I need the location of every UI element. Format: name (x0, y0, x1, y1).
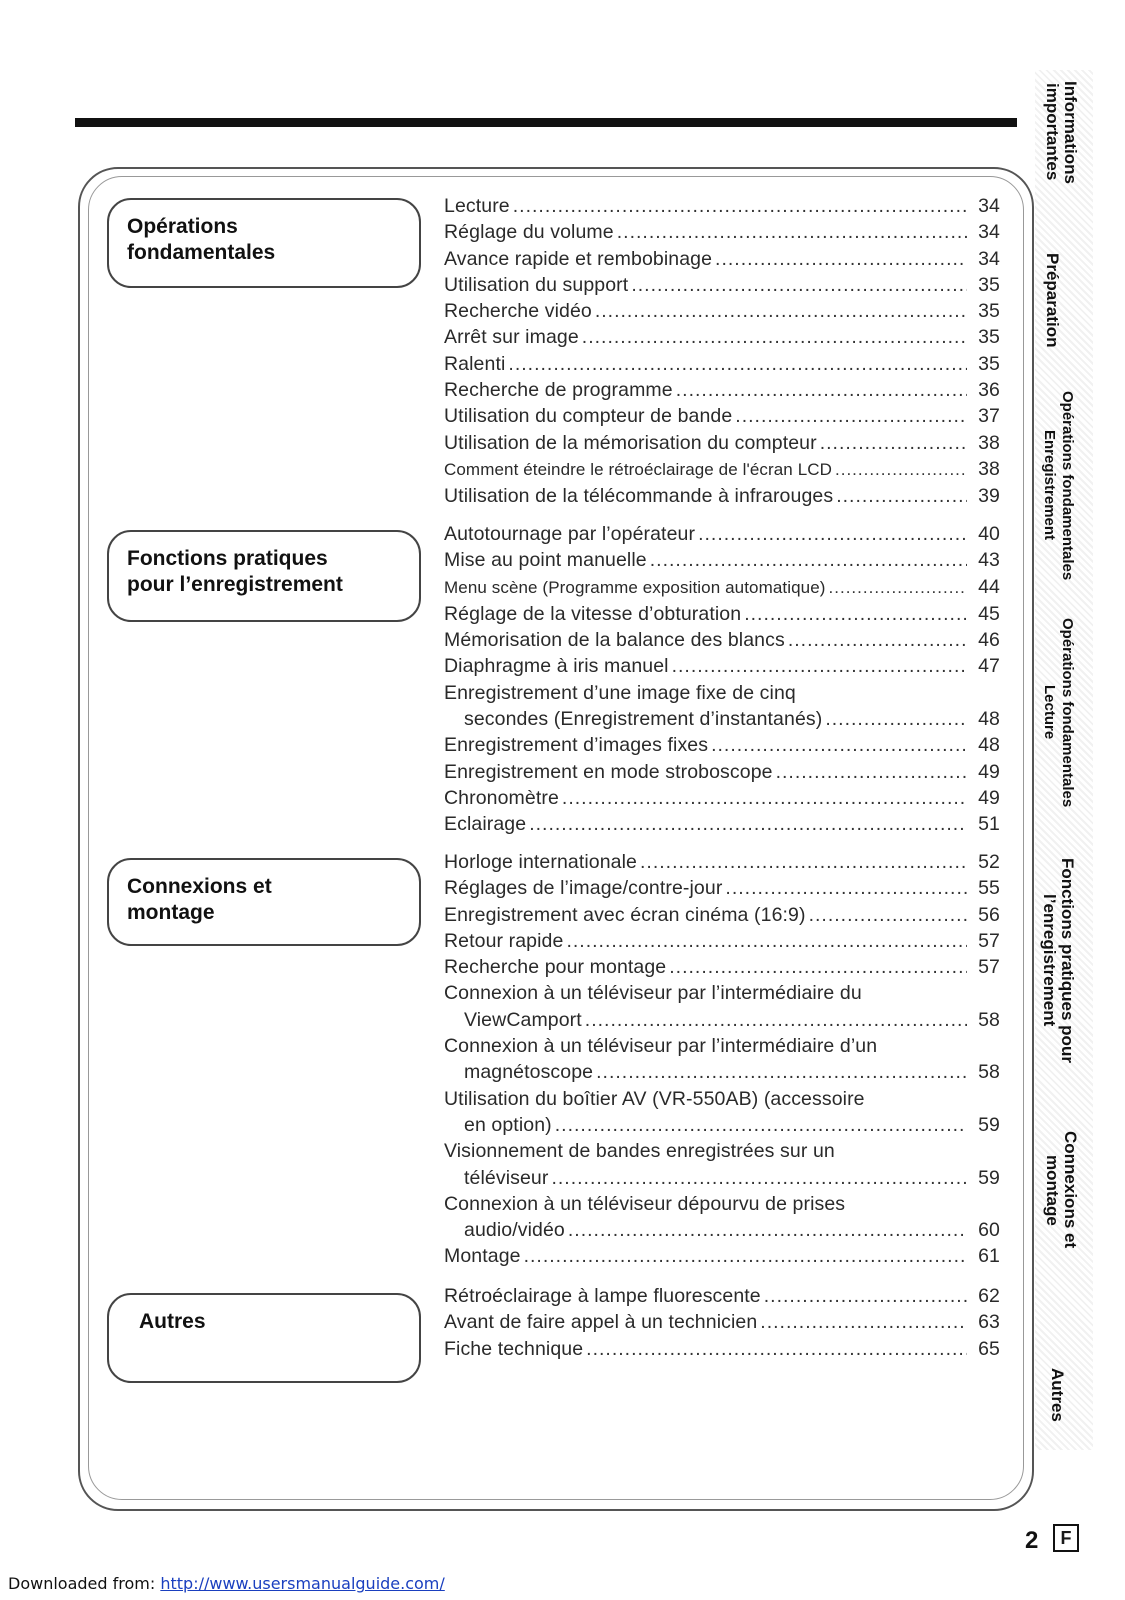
toc-entry: Diaphragme à iris manuel ..... 47 (444, 653, 1000, 679)
toc-entry-line1: Visionnement de bandes enregistrées sur un (444, 1140, 835, 1163)
toc-entry: Mémorisation de la balance des blancs ..... 46 (444, 627, 1000, 653)
side-tab-operations-enregistrement[interactable]: Opérations fondamentales Enregistrement (1041, 390, 1076, 581)
section-title-line2: pour l’enregistrement (127, 573, 343, 596)
toc-entry: Enregistrement avec écran cinéma (16:9) ..... 56 (444, 902, 1000, 928)
section-title-line1: Autres (139, 1310, 206, 1333)
footer (8, 1574, 445, 1593)
toc-entry: audio/vidéo ..... 60 (444, 1217, 1000, 1243)
toc-entry-line1: Connexion à un téléviseur par l’intermédiaire d’un (444, 1035, 878, 1058)
section-fonctions-pratiques (107, 530, 421, 622)
side-tab-fonctions-pratiques[interactable]: Fonctions pratiques pour l’enregistrement (1040, 857, 1077, 1063)
toc-entry: Enregistrement d’images fixes ..... 48 (444, 732, 1000, 758)
toc-entry: Arrêt sur image ..... 35 (444, 324, 1000, 350)
toc-entry: en option) ..... 59 (444, 1112, 1000, 1138)
toc-entry: Utilisation de la mémorisation du compteur ..... 38 (444, 430, 1000, 456)
toc-autres (444, 1283, 1000, 1362)
toc-entry: Recherche vidéo ..... 35 (444, 298, 1000, 324)
side-tab-operations-lecture[interactable]: Opérations fondamentales Lecture (1041, 617, 1076, 808)
toc-entry: Avant de faire appel à un technicien ..... 63 (444, 1309, 1000, 1335)
section-operations-fondamentales (107, 198, 421, 288)
toc-entry: magnétoscope ..... 58 (444, 1059, 1000, 1085)
section-connexions-montage (107, 858, 421, 946)
toc-entry: Rétroéclairage à lampe fluorescente ..... 62 (444, 1283, 1000, 1309)
toc-entry: Réglage du volume ..... 34 (444, 219, 1000, 245)
toc-entry: Recherche pour montage ..... 57 (444, 954, 1000, 980)
toc-entry: Réglage de la vitesse d’obturation ..... 45 (444, 601, 1000, 627)
toc-entry: Fiche technique ..... 65 (444, 1336, 1000, 1362)
section-title-line1: Opérations (127, 215, 238, 238)
toc-entry: Retour rapide ..... 57 (444, 928, 1000, 954)
side-tab-connexions[interactable]: Connexions et montage (1043, 1131, 1080, 1249)
toc-entry: Menu scène (Programme exposition automatique) ..... 44 (444, 574, 1000, 601)
toc-entry: Montage ..... 61 (444, 1243, 1000, 1269)
footer-prefix: Downloaded from: (8, 1574, 156, 1593)
toc-entry: Utilisation du compteur de bande ..... 37 (444, 403, 1000, 429)
toc-entry: Mise au point manuelle ..... 43 (444, 547, 1000, 573)
language-badge: F (1053, 1524, 1079, 1552)
toc-entry: Eclairage ..... 51 (444, 811, 1000, 837)
toc-entry: Autotournage par l’opérateur ..... 40 (444, 521, 1000, 547)
toc-entry: Horloge internationale ..... 52 (444, 849, 1000, 875)
toc-entry: Avance rapide et rembobinage ..... 34 (444, 246, 1000, 272)
toc-entry: Utilisation du support ..... 35 (444, 272, 1000, 298)
toc-entry: Ralenti ..... 35 (444, 351, 1000, 377)
page-number: 2 (1025, 1527, 1039, 1554)
toc-entry-line1: Utilisation du boîtier AV (VR-550AB) (accessoire (444, 1087, 865, 1110)
side-tab-informations[interactable]: Informations importantes (1043, 80, 1080, 184)
toc-entry: Réglages de l’image/contre-jour ..... 55 (444, 875, 1000, 901)
toc-entry-line1: Connexion à un téléviseur par l’intermédiaire du (444, 982, 862, 1005)
toc-operations-fondamentales (444, 193, 1000, 510)
section-autres (107, 1293, 421, 1383)
toc-entry: Utilisation de la télécommande à infrarouges ..... 39 (444, 483, 1000, 509)
toc-entry: Comment éteindre le rétroéclairage de l'écran LCD ..... 38 (444, 456, 1000, 483)
toc-entry: Lecture ..... 34 (444, 193, 1000, 219)
toc-entry: téléviseur ..... 59 (444, 1165, 1000, 1191)
toc-entry: Recherche de programme ..... 36 (444, 377, 1000, 403)
toc-entry-line1: Connexion à un téléviseur dépourvu de prises (444, 1192, 846, 1215)
side-tab-preparation[interactable]: Préparation (1043, 252, 1062, 348)
toc-entry-line1: Enregistrement d’une image fixe de cinq (444, 681, 796, 704)
toc-entry: Chronomètre ..... 49 (444, 785, 1000, 811)
toc-fonctions-pratiques (444, 521, 1000, 838)
top-rule (75, 118, 1017, 127)
section-title-line1: Fonctions pratiques (127, 547, 328, 570)
footer-link[interactable]: http://www.usersmanualguide.com/ (160, 1574, 445, 1593)
toc-entry: secondes (Enregistrement d’instantanés) ..... 48 (444, 706, 1000, 732)
section-title-line2: fondamentales (127, 241, 276, 264)
toc-connexions-montage (444, 849, 1000, 1270)
section-title-line1: Connexions et (127, 875, 272, 898)
toc-entry: Enregistrement en mode stroboscope ..... 49 (444, 759, 1000, 785)
side-tab-autres[interactable]: Autres (1048, 1368, 1067, 1422)
section-title-line2: montage (127, 901, 215, 924)
toc-entry: ViewCamport ..... 58 (444, 1007, 1000, 1033)
